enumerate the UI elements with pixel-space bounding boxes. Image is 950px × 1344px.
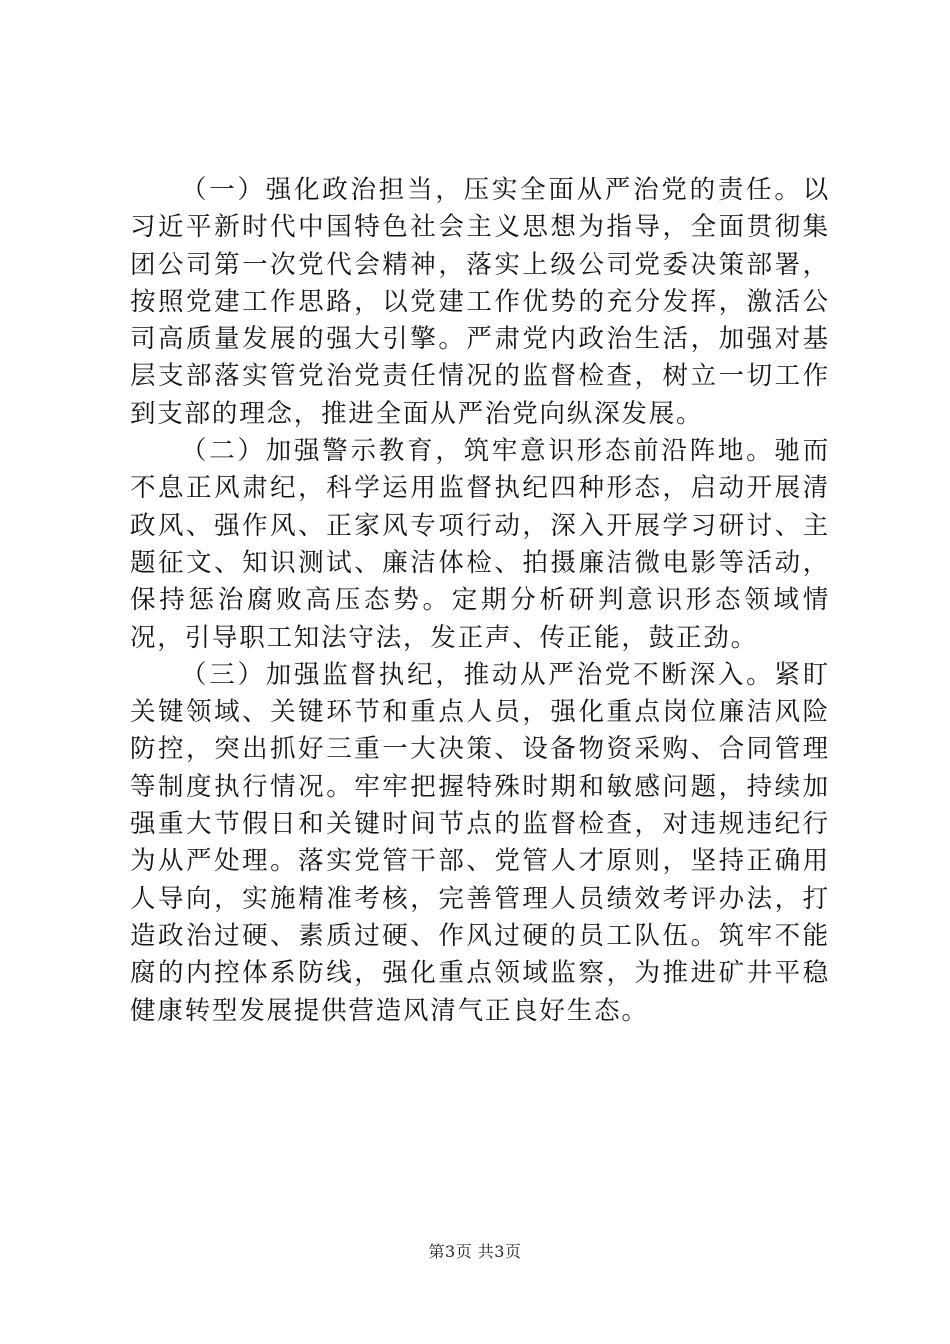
page-number-footer: 第3页 共3页	[428, 1242, 522, 1261]
paragraph-2: （二）加强警示教育，筑牢意识形态前沿阵地。驰而不息正风肃纪，科学运用监督执纪四种形态，启动开展清政风、强作风、正家风专项行动，深入开展学习研讨、主题征文、知识测试、廉洁体检、拍摄廉洁微电影等活动，保持惩治腐败高压态势。定期分析研判意识形态领域情况，引导职工知法守法，发正声、传正能，鼓正劲。	[130, 436, 830, 653]
document-body	[130, 172, 830, 1030]
paragraph-1: （一）强化政治担当，压实全面从严治党的责任。以习近平新时代中国特色社会主义思想为指导，全面贯彻集团公司第一次党代会精神，落实上级公司党委决策部署，按照党建工作思路，以党建工作优势的充分发挥，激活公司高质量发展的强大引擎。严肃党内政治生活，加强对基层支部落实管党治党责任情况的监督检查，树立一切工作到支部的理念，推进全面从严治党向纵深发展。	[130, 175, 830, 429]
paragraph-3: （三）加强监督执纪，推动从严治党不断深入。紧盯关键领域、关键环节和重点人员，强化重点岗位廉洁风险防控，突出抓好三重一大决策、设备物资采购、合同管理等制度执行情况。牢牢把握特殊时期和敏感问题，持续加强重大节假日和关键时间节点的监督检查，对违规违纪行为从严处理。落实党管干部、党管人才原则，坚持正确用人导向，实施精准考核，完善管理人员绩效考评办法，打造政治过硬、素质过硬、作风过硬的员工队伍。筑牢不能腐的内控体系防线，强化重点领域监察，为推进矿井平稳健康转型发展提供营造风清气正良好生态。	[130, 659, 830, 1026]
